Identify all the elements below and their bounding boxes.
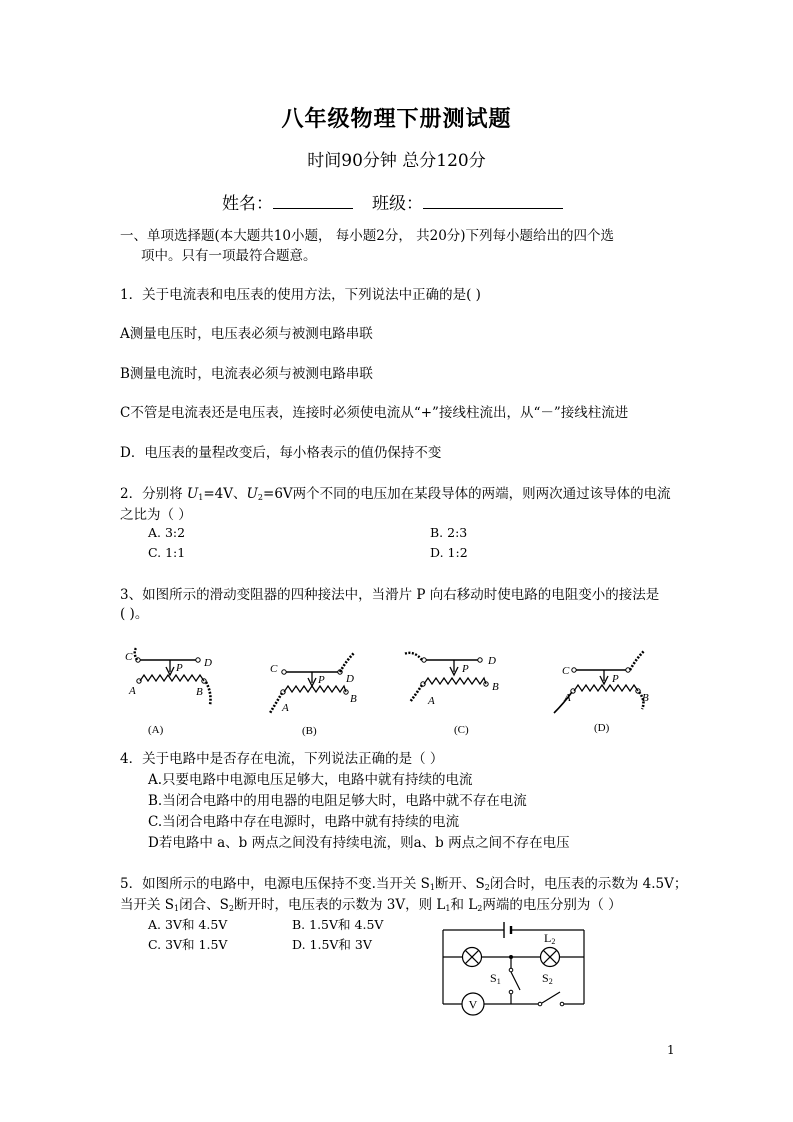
- terminal-b-label: B: [196, 686, 203, 698]
- voltmeter-label: V: [468, 997, 478, 1012]
- lamp-l2-label: L2: [544, 931, 556, 946]
- q5-stem-line1: 5．如图所示的电路中，电源电压保持不变.当开关 $S_1$断开、$S_2$闭合时，电压表的示数为 4.5V；: [120, 876, 688, 892]
- switch-s2-icon: [542, 992, 560, 1003]
- page-number: 1: [667, 1043, 675, 1057]
- q2-option-c: C. 1:1: [148, 545, 186, 560]
- terminal-d-label: D: [346, 673, 354, 685]
- voltmeter-icon: [462, 993, 484, 1015]
- class-label: 班级：: [372, 194, 423, 214]
- q3-stem-line2: ( )。: [120, 606, 149, 622]
- terminal-a-label: A: [282, 702, 289, 714]
- circuit-diagram: [440, 918, 590, 1018]
- q4-option-a: A.只要电路中电源电压足够大，电路中就有持续的电流: [148, 772, 473, 788]
- terminal-c-label: C: [562, 665, 570, 677]
- exam-subtitle: 时间90分钟 总分120分: [307, 151, 486, 171]
- q1-option-c: C不管是电流表还是电压表，连接时必须使电流从“+”接线柱流出，从“－”接线柱流进: [120, 405, 629, 421]
- terminal-a-label: A: [564, 692, 571, 704]
- q1-option-b: B测量电流时，电流表必须与被测电路串联: [120, 366, 373, 382]
- terminal-d-label: D: [488, 655, 496, 667]
- section-heading-line1: 一、单项选择题(本大题共10小题， 每小题2分， 共20分)下列每小题给出的四个选: [120, 228, 615, 244]
- slider-p-label: P: [462, 663, 469, 675]
- q2-option-d: D. 1:2: [430, 545, 468, 560]
- figure-caption-c: (C): [454, 724, 469, 736]
- rheostat-figure-a: [118, 645, 228, 740]
- q5-option-c: C. 3V和 1.5V: [148, 937, 228, 952]
- lamp-l2-icon: [541, 948, 560, 967]
- q2-option-a: A. 3:2: [148, 525, 186, 540]
- lamp-l1-icon: [463, 948, 482, 967]
- q3-stem-line1: 3、如图所示的滑动变阻器的四种接法中，当滑片 P 向右移动时使电路的电阻变小的接法是: [120, 587, 660, 603]
- class-field: [372, 189, 563, 214]
- terminal-c-label: C: [270, 663, 278, 675]
- q1-option-d: D．电压表的量程改变后，每小格表示的值仍保持不变: [120, 445, 442, 461]
- slider-p-label: P: [176, 662, 183, 674]
- terminal-a-label: A: [428, 695, 435, 707]
- switch-s1-icon: [511, 972, 520, 990]
- q5-option-d: D. 1.5V和 3V: [292, 937, 372, 952]
- name-blank: [273, 208, 353, 209]
- rheostat-figure-d: [550, 645, 660, 740]
- name-field: [222, 189, 353, 214]
- q5-option-b: B. 1.5V和 4.5V: [292, 917, 384, 932]
- q1-stem: 1．关于电流表和电压表的使用方法，下列说法中正确的是( ): [120, 287, 481, 303]
- q2-option-b: B. 2:3: [430, 525, 468, 540]
- figure-caption-d: (D): [594, 722, 610, 734]
- page-title: 八年级物理下册测试题: [281, 106, 512, 132]
- q4-stem: 4．关于电路中是否存在电流，下列说法正确的是（ ）: [120, 751, 444, 767]
- section-heading-line2: 项中。只有一项最符合题意。: [141, 248, 317, 264]
- terminal-b-label: B: [350, 693, 357, 705]
- switch-s1-label: S1: [490, 971, 501, 986]
- q4-option-b: B.当闭合电路中的用电器的电阻足够大时，电路中就不存在电流: [148, 793, 527, 809]
- q2-stem-line1: 2．分别将 $U_1=4V$、$U_2=6V$两个不同的电压加在某段导体的两端，则两次通过该导体的电流: [120, 486, 671, 502]
- figure-caption-a: (A): [148, 724, 164, 736]
- q5-option-a: A. 3V和 4.5V: [148, 917, 228, 932]
- q5-stem-line2: 当开关 $S_1$闭合、$S_2$断开时，电压表的示数为 3V，则 $L_1$和 $L_2$两端的电压分别为（ ）: [120, 897, 622, 913]
- figure-caption-b: (B): [302, 725, 317, 737]
- slider-p-label: P: [612, 673, 619, 685]
- terminal-b-label: B: [642, 692, 649, 704]
- terminal-c-label: C: [125, 651, 133, 663]
- class-blank: [423, 208, 563, 209]
- q4-option-d: D若电路中 a、b 两点之间没有持续电流，则a、b 两点之间不存在电压: [148, 835, 570, 851]
- q4-option-c: C.当闭合电路中存在电源时，电路中就有持续的电流: [148, 814, 460, 830]
- q2-stem-line2: 之比为（ ）: [120, 507, 192, 523]
- q1-option-a: A测量电压时，电压表必须与被测电路串联: [120, 326, 373, 342]
- terminal-b-label: B: [492, 681, 499, 693]
- name-label: 姓名：: [222, 194, 273, 214]
- rheostat-figure-c: [398, 642, 513, 740]
- rheostat-figure-b: [262, 645, 372, 740]
- terminal-a-label: A: [129, 685, 136, 697]
- slider-p-label: P: [318, 674, 325, 686]
- terminal-d-label: D: [204, 657, 212, 669]
- switch-s2-label: S2: [542, 971, 553, 986]
